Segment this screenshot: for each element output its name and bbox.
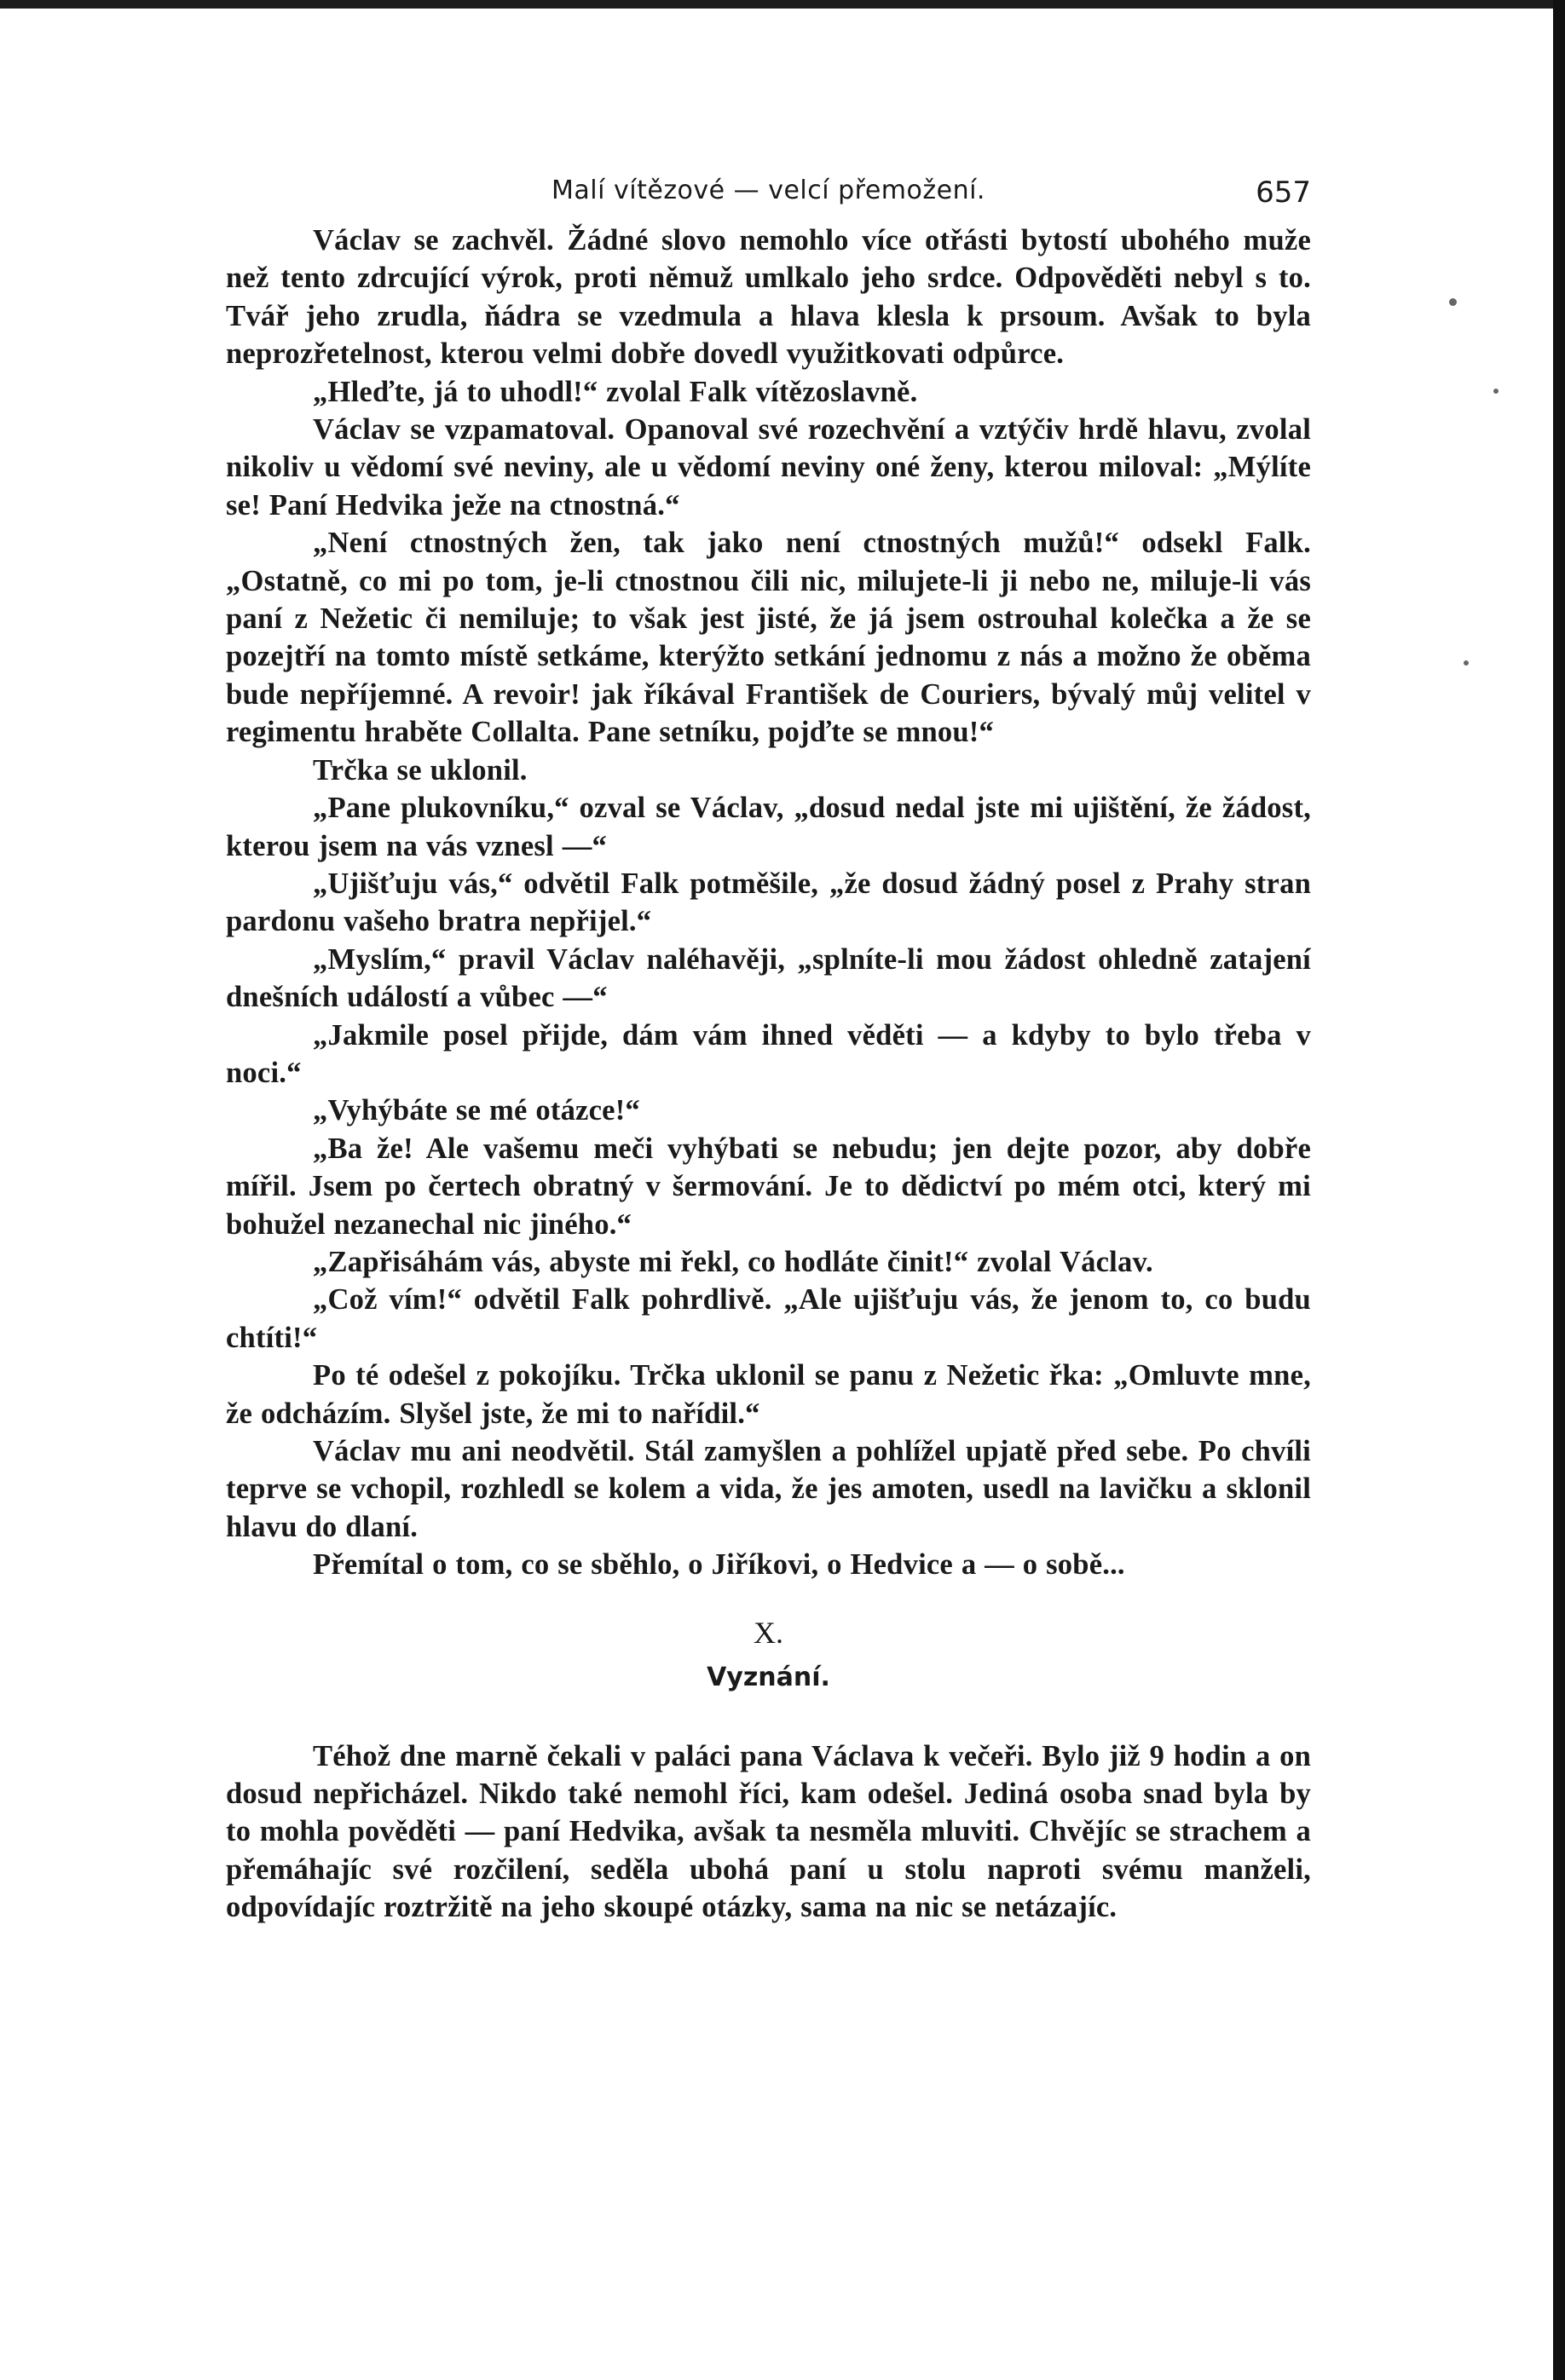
scan-speck (1493, 389, 1499, 394)
paragraph: Téhož dne marně čekali v paláci pana Václava k večeři. Bylo již 9 hodin a on dosud nepřicházel. Nikdo také nemohl říci, kam odešel. Jediná osoba snad byla by to mohla pověděti — paní Hedvika, avšak ta nesměla mluviti. Chvějíc se strachem a přemáhajíc své rozčilení, seděla ubohá paní u stolu naproti svému manželi, odpovídajíc roztržitě na jeho skoupé otázky, sama na nic se netázajíc. (226, 1739, 1311, 1924)
paragraph: Václav mu ani neodvětil. Stál zamyšlen a pohlížel upjatě před sebe. Po chvíli teprve se vchopil, rozhledl se kolem a vida, že jes amoten, usedl na lavičku a sklonil hlavu do dlaní. (226, 1435, 1311, 1543)
paragraph: „Hleďte, já to uhodl!“ zvolal Falk vítězoslavně. (313, 375, 918, 408)
paragraph: „Myslím,“ pravil Václav naléhavěji, „splníte-li mou žádost ohledně zatajení dnešních událostí a vůbec —“ (226, 942, 1311, 1014)
paragraph: Přemítal o tom, co se sběhlo, o Jiříkovi, o Hedvice a — o sobě... (313, 1548, 1125, 1582)
scan-speck (1449, 298, 1457, 306)
paragraph: „Zapřisáhám vás, abyste mi řekl, co hodláte činit!“ zvolal Václav. (313, 1245, 1153, 1278)
running-title: Malí vítězové — velcí přemožení. (552, 176, 985, 205)
chapter-title: Vyznání. (707, 1662, 830, 1692)
paragraph: „Není ctnostných žen, tak jako není ctnostných mužů!“ odsekl Falk. „Ostatně, co mi po tom, je-li ctnostnou čili nic, milujete-li ji nebo ne, miluje-li vás paní z Nežetic či nemiluje; to však jest jisté, že já jsem ostrouhal kolečka a že se pozejtří na tomto místě setkáme, kterýžto setkání jednomu z nás a možno že oběma bude nepříjemné. A revoir! jak říkával František de Couriers, bývalý můj velitel v regimentu hraběte Collalta. Pane setníku, pojďte se mnou!“ (226, 527, 1311, 749)
scan-top-edge (0, 0, 1565, 9)
book-page (226, 162, 1311, 1927)
scan-speck (1464, 660, 1469, 666)
body-text-bottom (226, 1737, 1311, 1927)
page-number: 657 (1256, 176, 1311, 210)
paragraph: „Ujišťuju vás,“ odvětil Falk potměšile, „že dosud žádný posel z Prahy stran pardonu vašeho bratra nepřijel.“ (226, 867, 1311, 938)
paragraph: „Pane plukovníku,“ ozval se Václav, „dosud nedal jste mi ujištění, že žádost, kterou jsem na vás vznesl —“ (226, 792, 1311, 862)
paragraph: Po té odešel z pokojíku. Trčka uklonil se panu z Nežetic řka: „Omluvte mne, že odcházím. Slyšel jste, že mi to nařídil.“ (226, 1359, 1311, 1430)
paragraph: „Ba že! Ale vašemu meči vyhýbati se nebudu; jen dejte pozor, aby dobře mířil. Jsem po čertech obratný v šermování. Je to dědictví po mém otci, který mi bohužel nezanechal nic jiného.“ (226, 1132, 1311, 1241)
scan-right-edge (1553, 0, 1565, 2380)
chapter-number: X. (754, 1615, 783, 1650)
paragraph: Václav se zachvěl. Žádné slovo nemohlo více otřásti bytostí ubohého muže než tento zdrcující výrok, proti němuž umlkalo jeho srdce. Odpověděti nebyl s to. Tvář jeho zrudla, ňádra se vzedmula a hlava klesla k prsoum. Avšak to byla neprozřetelnost, kterou velmi dobře dovedl využitkovati odpůrce. (226, 224, 1311, 371)
running-head (226, 162, 1311, 222)
paragraph: Václav se vzpamatoval. Opanoval své rozechvění a vztýčiv hrdě hlavu, zvolal nikoliv u vědomí své neviny, ale u vědomí neviny oné ženy, kterou miloval: „Mýlíte se! Paní Hedvika ježe na ctnostná.“ (226, 413, 1311, 522)
paragraph: „Vyhýbáte se mé otázce!“ (313, 1094, 640, 1127)
body-text-top (226, 222, 1311, 1584)
paragraph: Trčka se uklonil. (313, 753, 528, 787)
paragraph: „Což vím!“ odvětil Falk pohrdlivě. „Ale ujišťuju vás, že jenom to, co budu chtíti!“ (226, 1283, 1311, 1354)
paragraph: „Jakmile posel přijde, dám vám ihned věděti — a kdyby to bylo třeba v noci.“ (226, 1018, 1311, 1089)
